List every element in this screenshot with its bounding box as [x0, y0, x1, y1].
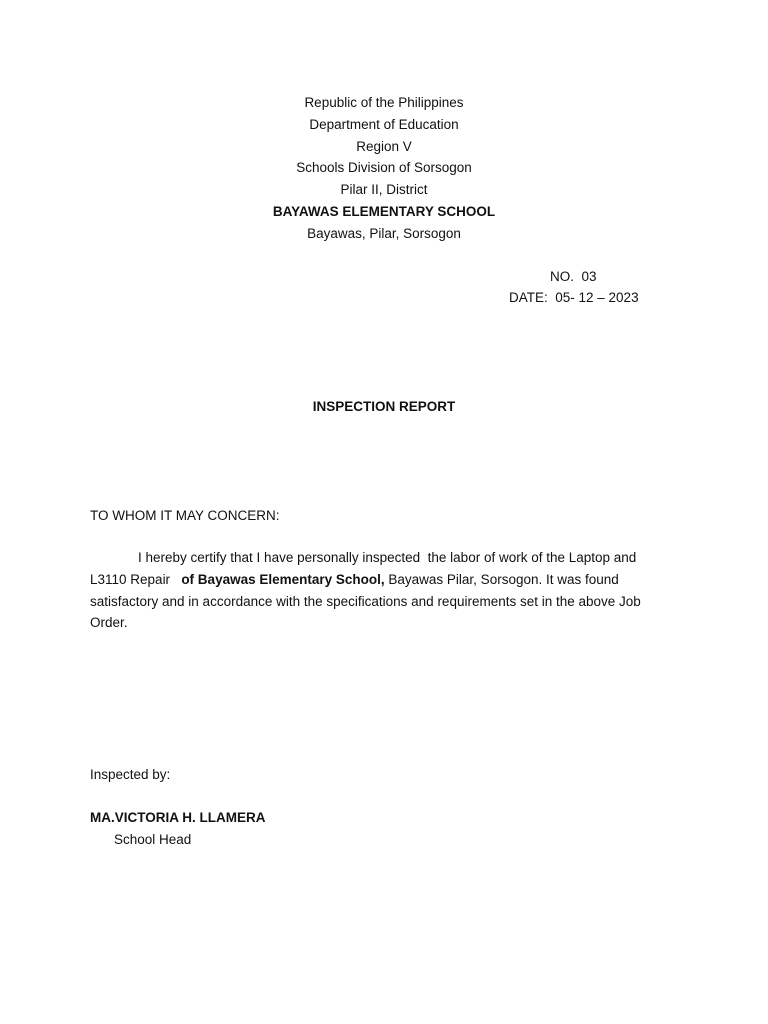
document-title: INSPECTION REPORT [312, 399, 456, 414]
body-line-2 [90, 569, 662, 591]
division-line: Schools Division of Sorsogon [296, 160, 472, 176]
body-line-4: Order. [90, 615, 128, 631]
region-line: Region V [356, 138, 412, 154]
salutation: TO WHOM IT MAY CONCERN: [90, 508, 280, 523]
district-line: Pilar II, District [340, 182, 428, 198]
body-line-2-end: Bayawas Pilar, Sorsogon. It was found [384, 571, 619, 587]
reference-date: DATE: 05- 12 – 2023 [509, 290, 639, 305]
school-address: Bayawas, Pilar, Sorsogon [307, 225, 461, 241]
signatory-position: School Head [114, 832, 192, 847]
letterhead [0, 92, 768, 245]
department-line: Department of Education [309, 116, 459, 132]
signatory-name: MA.VICTORIA H. LLAMERA [90, 810, 266, 825]
country-line: Republic of the Philippines [304, 95, 464, 110]
reference-number: NO. 03 [550, 269, 597, 284]
body-paragraph [90, 547, 662, 634]
inspected-by-label: Inspected by: [90, 767, 171, 782]
school-name: BAYAWAS ELEMENTARY SCHOOL [272, 203, 496, 219]
body-school-emphasis: of Bayawas Elementary School, [181, 571, 385, 587]
body-line-3: satisfactory and in accordance with the specifications and requirements set in the above Job [90, 593, 641, 609]
body-line-1: I hereby certify that I have personally inspected the labor of work of the Laptop and [138, 550, 637, 565]
body-line-2-start: L3110 Repair [90, 571, 182, 587]
